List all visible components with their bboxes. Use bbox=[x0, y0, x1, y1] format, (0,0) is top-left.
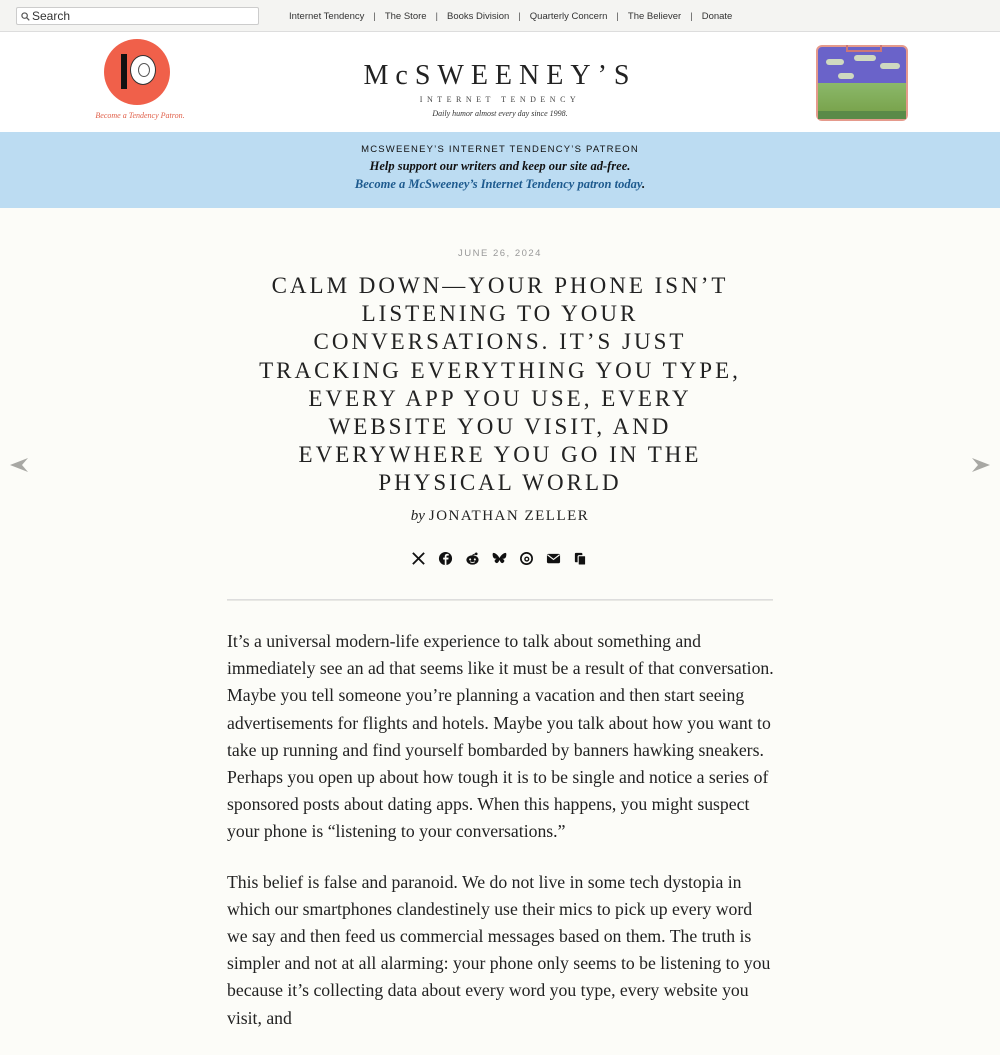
article-paragraph: It’s a universal modern-life experience to talk about something and immediately see an ad that seems like it must be a result of that conversation. Maybe you tell someone you’re planning a vacation and then start seeing advertisements for flights and hotels. Maybe you talk about how you want to take up running and find yourself bombarded by banners hawking sneakers. Perhaps you open up about how tough it is to be single and notice a series of sponsored posts about dating apps. When this happens, you might suspect your phone is “listening to your conversations.” bbox=[227, 631, 774, 842]
patreon-banner-title: MCSWEENEY’S INTERNET TENDENCY’S PATREON bbox=[361, 144, 639, 155]
search-input[interactable] bbox=[16, 7, 259, 25]
author-link[interactable]: JONATHAN ZELLER bbox=[428, 508, 590, 524]
patreon-logo-portrait bbox=[130, 55, 156, 85]
title-line: WEBSITE YOU VISIT, AND bbox=[328, 414, 672, 440]
lunchbox-cloud bbox=[838, 73, 854, 79]
arrow-right-icon bbox=[971, 455, 991, 475]
patreon-logo-bar bbox=[121, 54, 127, 89]
article-byline bbox=[300, 508, 700, 525]
title-line: EVERYWHERE YOU GO IN THE bbox=[298, 442, 702, 468]
title-line: TRACKING EVERYTHING YOU TYPE, bbox=[259, 357, 741, 383]
facebook-icon[interactable] bbox=[438, 551, 453, 566]
byline-by: by bbox=[410, 508, 425, 524]
nav-the-believer[interactable]: The Believer bbox=[627, 10, 682, 22]
nav-separator: | bbox=[373, 10, 376, 22]
nav-separator: | bbox=[518, 10, 521, 22]
lunchbox-cloud bbox=[854, 55, 876, 61]
lunchbox-image[interactable] bbox=[816, 45, 908, 121]
title-line: LISTENING TO YOUR bbox=[361, 301, 639, 327]
patreon-banner-link-period: . bbox=[641, 177, 646, 191]
masthead-title: McSWEENEY’S bbox=[363, 60, 637, 91]
nav-separator: | bbox=[616, 10, 619, 22]
article-paragraph: This belief is false and paranoid. We do not live in some tech dystopia in which our smartphones clandestinely use their mics to pick up every word we say and then feed us commercial messages based on them. The truth is simpler and not at all alarming: your phone only seems to be listening to you because it’s collecting data about every word you type, every website you visit, and bbox=[227, 871, 771, 1028]
nav-internet-tendency[interactable]: Internet Tendency bbox=[289, 10, 365, 22]
article-body bbox=[227, 628, 775, 1055]
patreon-banner bbox=[0, 132, 1000, 208]
bluesky-icon[interactable] bbox=[492, 551, 507, 566]
masthead-tagline: Daily humor almost every day since 1998. bbox=[432, 109, 568, 118]
lunchbox-ground bbox=[818, 83, 906, 111]
previous-article-arrow[interactable] bbox=[9, 455, 29, 475]
search-icon bbox=[21, 12, 30, 21]
lunchbox-handle bbox=[846, 45, 882, 52]
patreon-logo[interactable] bbox=[104, 39, 170, 105]
site-header bbox=[0, 32, 1000, 132]
masthead[interactable] bbox=[300, 62, 700, 118]
masthead-subtitle: INTERNET TENDENCY bbox=[419, 95, 581, 104]
nav-donate[interactable]: Donate bbox=[701, 10, 733, 22]
nav-books-division[interactable]: Books Division bbox=[447, 10, 510, 22]
patreon-banner-text: Help support our writers and keep our site ad-free. bbox=[369, 159, 631, 173]
arrow-left-icon bbox=[9, 455, 29, 475]
search-placeholder: Search bbox=[32, 9, 71, 23]
nav-separator: | bbox=[435, 10, 439, 22]
lunchbox-cloud bbox=[826, 59, 844, 65]
top-bar bbox=[0, 0, 1000, 32]
reddit-icon[interactable] bbox=[465, 551, 480, 566]
lunchbox-strip bbox=[818, 111, 906, 119]
nav-separator: | bbox=[690, 10, 693, 22]
article-title bbox=[245, 272, 755, 498]
patreon-banner-link[interactable]: Become a McSweeney’s Internet Tendency patron today bbox=[354, 177, 642, 191]
threads-icon[interactable] bbox=[519, 551, 534, 566]
nav-quarterly-concern[interactable]: Quarterly Concern bbox=[529, 10, 608, 22]
email-icon[interactable] bbox=[546, 551, 561, 566]
article-divider bbox=[227, 599, 773, 601]
title-line: PHYSICAL WORLD bbox=[378, 470, 622, 496]
x-icon[interactable] bbox=[411, 551, 426, 566]
title-line: EVERY APP YOU USE, EVERY bbox=[308, 385, 692, 411]
title-line: CONVERSATIONS. IT’S JUST bbox=[313, 329, 687, 355]
article-date: JUNE 26, 2024 bbox=[458, 248, 542, 259]
title-line: CALM DOWN—YOUR PHONE ISN’T bbox=[271, 273, 729, 298]
share-bar bbox=[411, 551, 588, 566]
site-nav bbox=[289, 0, 732, 32]
lunchbox-cloud bbox=[880, 63, 900, 69]
nav-the-store[interactable]: The Store bbox=[384, 10, 427, 22]
become-patron-link[interactable]: Become a Tendency Patron. bbox=[95, 111, 185, 120]
copy-link-icon[interactable] bbox=[573, 551, 588, 566]
next-article-arrow[interactable] bbox=[971, 455, 991, 475]
